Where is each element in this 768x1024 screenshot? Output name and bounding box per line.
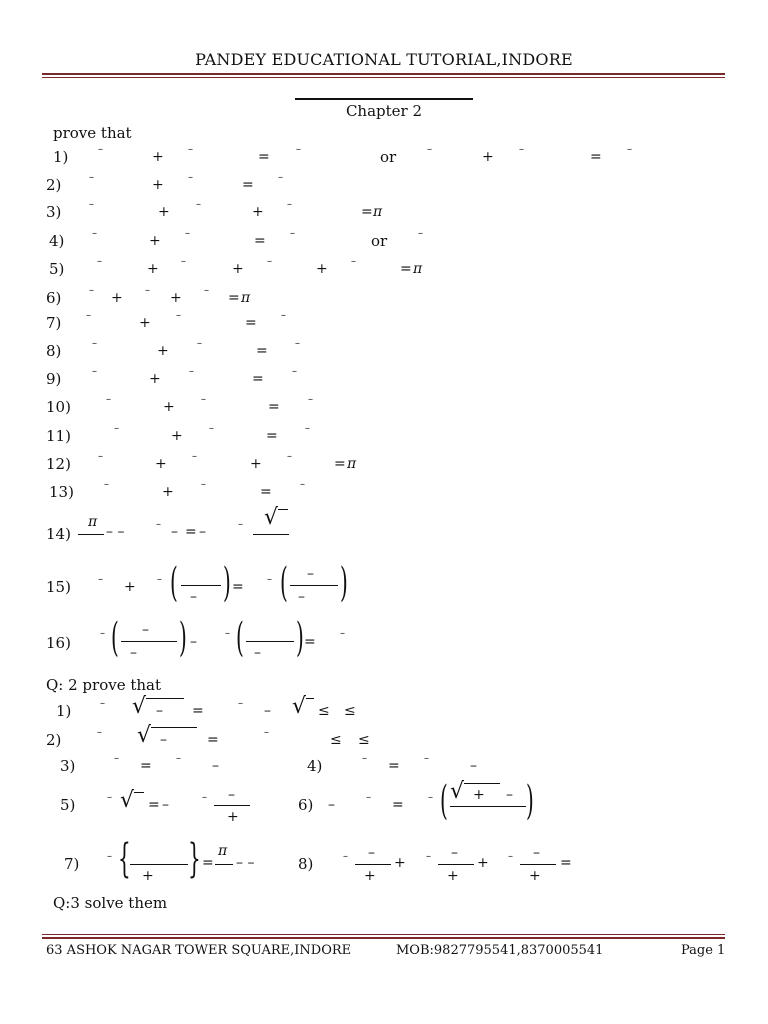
q1-item-14-sqrt-icon: √ [264,505,279,530]
q1-item-9-dash: – [189,366,194,377]
q1-item-5-op: + [147,261,159,277]
q2-item-7-fraction-bar [130,864,188,865]
q2-item-4-op: = [388,758,400,774]
q1-item-12-dash: – [98,451,103,462]
q2-item-8-op: + [447,868,459,884]
q2-heading: Q: 2 prove that [46,676,162,694]
q1-item-5-pi: π [413,261,423,277]
q1-item-5-op: + [232,261,244,277]
q2-item-8-op: + [529,868,541,884]
q1-item-15-number: 15) [46,578,71,596]
q2-item-7-op: + [142,868,154,884]
q1-item-9-dash: – [292,366,297,377]
q2-item-4-bar: – [470,758,477,774]
q1-item-11-dash: – [114,423,119,434]
q1-item-1-or: or [380,148,397,166]
q2-item-8-fraction-bar [438,864,474,865]
q1-item-16-number: 16) [46,634,71,652]
q2-item-1-op: ≤ [344,703,356,719]
q2-item-2-dash: – [97,727,102,738]
q1-item-14-bars: – – [106,524,125,540]
q2-item-5-fraction-bar [214,805,250,806]
q1-item-15-bar: – [307,566,314,582]
q1-item-1-op: = [258,149,270,165]
q2-item-6-dash: – [366,792,371,803]
q2-item-2-op: ≤ [358,732,370,748]
q1-item-7-op: + [139,315,151,331]
q1-item-1-number: 1) [53,148,69,166]
q1-item-5-number: 5) [49,260,65,278]
q1-item-15-dash: – [98,574,103,585]
q1-item-2-dash: – [89,172,94,183]
q1-item-8-op: = [256,343,268,359]
q2-item-1-sqrt-bar [146,698,184,699]
q2-item-1-bar: – [264,703,271,719]
q1-item-10-dash: – [201,394,206,405]
footer-page-number: Page 1 [681,943,726,958]
q1-item-15-right-paren-icon: ) [340,560,348,606]
q1-item-4-dash: – [290,228,295,239]
q2-item-7-fraction-bar [215,864,233,865]
q2-item-3-number: 3) [60,757,76,775]
q2-item-8-op: = [560,855,572,871]
q1-item-4-dash: – [92,228,97,239]
q2-item-1-dash: – [100,698,105,709]
q1-item-16-dash: – [340,628,345,639]
page-header-title: PANDEY EDUCATIONAL TUTORIAL,INDORE [195,50,573,69]
q2-item-2-number: 2) [46,731,62,749]
q1-item-3-dash: – [196,199,201,210]
q1-item-3-pi: π [373,204,383,220]
q1-item-16-op: = [304,634,316,650]
q2-item-8-number: 8) [298,855,314,873]
q2-item-3-dash: – [176,753,181,764]
q1-item-7-dash: – [281,310,286,321]
q2-item-8-bar: – [451,845,458,861]
footer-rule-thin [42,934,725,935]
q2-item-1-sqrt-icon: √ [132,694,147,719]
q1-item-14-sqrt-bar [278,509,288,510]
q1-item-8-dash: – [92,338,97,349]
q1-item-1-dash: – [627,144,632,155]
q1-item-14-fraction-bar [78,534,104,535]
q1-item-15-bar: – [190,589,197,605]
q1-item-4-or: or [371,232,388,250]
q1-item-9-op: + [149,371,161,387]
chapter-title: Chapter 2 [345,102,423,120]
q1-item-15-fraction-bar [181,585,221,586]
q2-item-8-fraction-bar [355,864,391,865]
q1-item-11-dash: – [305,423,310,434]
q2-item-1-sqrt-icon: √ [292,694,307,719]
q1-item-13-op: = [260,484,272,500]
q1-item-2-dash: – [188,172,193,183]
q1-item-11-op: = [266,428,278,444]
q1-item-6-pi: π [241,290,251,306]
q1-item-16-bar: – [130,645,137,661]
q1-item-3-dash: – [287,199,292,210]
q2-item-2-op: ≤ [330,732,342,748]
q1-item-15-right-paren-icon: ) [223,560,231,606]
q1-item-12-op: + [155,456,167,472]
header-rule-thin [42,77,725,78]
q2-item-8-op: + [364,868,376,884]
q1-item-10-op: + [163,399,175,415]
q1-item-4-number: 4) [49,232,65,250]
q2-item-2-dash: – [264,727,269,738]
q1-item-2-dash: – [278,172,283,183]
q1-item-11-number: 11) [46,427,71,445]
q2-item-2-op: = [207,732,219,748]
q1-item-12-dash: – [287,451,292,462]
q2-item-6-op: + [473,787,485,803]
q1-item-13-dash: – [300,479,305,490]
q2-item-5-bar: – [162,797,169,813]
q1-item-4-op: = [254,233,266,249]
q1-item-14-bar: – [199,524,206,540]
q1-item-10-number: 10) [46,398,71,416]
q1-item-9-number: 9) [46,370,62,388]
q1-item-7-dash: – [176,310,181,321]
q2-item-6-dash: – [428,792,433,803]
q1-item-6-dash: – [204,285,209,296]
q2-item-7-op: = [202,855,214,871]
q1-item-16-dash: – [100,628,105,639]
q1-item-16-bar: – [142,622,149,638]
q1-item-15-left-paren-icon: ( [170,560,178,606]
q1-item-14-dash: – [238,519,243,530]
q1-item-2-op: = [242,177,254,193]
q3-heading: Q:3 solve them [53,894,168,912]
q1-item-9-dash: – [92,366,97,377]
q1-item-14-fraction-bar [253,534,289,535]
q2-item-6-sqrt-bar [464,783,500,784]
q1-item-14-op: = [185,524,197,540]
q2-item-4-dash: – [362,753,367,764]
q1-item-8-dash: – [197,338,202,349]
q2-item-2-sqrt-bar [151,727,197,728]
q1-item-13-dash: – [104,479,109,490]
q2-item-1-number: 1) [56,702,72,720]
q1-item-5-dash: – [97,256,102,267]
q1-item-16-left-paren-icon: ( [236,615,244,661]
q1-item-6-dash: – [89,285,94,296]
q1-item-16-right-paren-icon: ) [179,615,187,661]
footer-address: 63 ASHOK NAGAR TOWER SQUARE,INDORE [46,943,352,958]
q1-item-6-op: + [170,290,182,306]
q1-item-5-dash: – [351,256,356,267]
q1-item-6-dash: – [145,285,150,296]
q2-item-6-right-paren-icon: ) [526,778,534,824]
q1-item-11-dash: – [209,423,214,434]
q1-item-15-fraction-bar [290,585,338,586]
q2-item-5-bar: – [228,787,235,803]
q2-item-2-sqrt-icon: √ [137,723,152,748]
footer-rule-thick [42,937,725,939]
q1-item-16-fraction-bar [121,641,177,642]
q2-item-4-number: 4) [307,757,323,775]
q1-item-16-bar: – [190,634,197,650]
q2-item-7-right-brace-icon: } [188,836,201,882]
q2-item-8-dash: – [508,851,513,862]
q1-item-7-number: 7) [46,314,62,332]
q1-item-3-op: = [361,204,373,220]
q1-item-15-dash: – [267,574,272,585]
q2-item-3-bar: – [212,758,219,774]
chapter-overline [295,98,473,100]
q1-item-8-op: + [157,343,169,359]
q2-item-6-fraction-bar [450,806,526,807]
q2-item-1-op: = [192,703,204,719]
q1-item-1-op: + [152,149,164,165]
q1-item-13-dash: – [201,479,206,490]
q1-item-16-fraction-bar [246,641,294,642]
q1-item-3-number: 3) [46,203,62,221]
q1-item-10-dash: – [106,394,111,405]
q2-item-1-sqrt-bar [306,698,314,699]
q2-item-2-bar: – [160,732,167,748]
q2-item-8-dash: – [426,851,431,862]
q1-item-16-left-paren-icon: ( [111,615,119,661]
q1-item-1-dash: – [188,144,193,155]
q1-item-15-op: + [124,579,136,595]
q1-item-7-dash: – [86,310,91,321]
q1-item-16-bar: – [254,645,261,661]
q2-item-8-op: + [477,855,489,871]
q2-item-8-bar: – [533,845,540,861]
q1-item-1-op: + [482,149,494,165]
q1-item-16-right-paren-icon: ) [296,615,304,661]
q1-item-14-number: 14) [46,525,71,543]
q1-item-10-op: = [268,399,280,415]
q2-item-5-op: + [227,809,239,825]
q1-item-12-number: 12) [46,455,71,473]
q1-item-14-pi: π [88,514,98,530]
q1-item-1-dash: – [427,144,432,155]
q1-item-3-dash: – [89,199,94,210]
q1-item-5-op: + [316,261,328,277]
q2-item-8-dash: – [343,851,348,862]
q1-item-12-op: + [250,456,262,472]
q2-item-5-dash: – [202,792,207,803]
q2-item-7-pi: π [218,843,228,859]
q2-item-7-bars: – – [236,855,255,871]
q2-item-6-bar: – [506,787,513,803]
q1-item-1-dash: – [98,144,103,155]
q1-item-6-number: 6) [46,289,62,307]
q1-item-4-dash: – [418,228,423,239]
q2-item-3-op: = [140,758,152,774]
q2-item-8-bar: – [368,845,375,861]
q2-item-5-number: 5) [60,796,76,814]
q1-item-15-bar: – [298,589,305,605]
q1-item-8-dash: – [295,338,300,349]
q1-item-10-dash: – [308,394,313,405]
q2-item-5-dash: – [107,792,112,803]
q1-item-5-dash: – [181,256,186,267]
q2-item-1-bar: – [156,703,163,719]
q1-item-2-op: + [152,177,164,193]
q1-heading: prove that [53,124,132,142]
q2-item-1-op: ≤ [318,703,330,719]
q1-item-5-op: = [400,261,412,277]
q1-item-9-op: = [252,371,264,387]
q2-item-6-left-paren-icon: ( [440,778,448,824]
q1-item-7-op: = [245,315,257,331]
q1-item-16-dash: – [225,628,230,639]
q1-item-14-dash: – [156,519,161,530]
q2-item-8-op: + [394,855,406,871]
q2-item-1-dash: – [238,698,243,709]
header-rule-thick [42,73,725,75]
footer-mobile: MOB:9827795541,8370005541 [396,943,604,958]
q1-item-15-op: = [232,579,244,595]
q2-item-5-sqrt-icon: √ [120,788,135,813]
q2-item-7-number: 7) [64,855,80,873]
q2-item-7-left-brace-icon: { [118,836,131,882]
q1-item-3-op: + [158,204,170,220]
q1-item-8-number: 8) [46,342,62,360]
q1-item-1-dash: – [519,144,524,155]
q1-item-12-pi: π [347,456,357,472]
q1-item-6-op: = [228,290,240,306]
q2-item-8-fraction-bar [520,864,556,865]
q1-item-15-left-paren-icon: ( [280,560,288,606]
q1-item-1-op: = [590,149,602,165]
q1-item-13-number: 13) [49,483,74,501]
q2-item-7-dash: – [107,851,112,862]
q2-item-6-bar: – [328,797,335,813]
q1-item-11-op: + [171,428,183,444]
q2-item-3-dash: – [114,753,119,764]
q1-item-13-op: + [162,484,174,500]
q1-item-12-dash: – [192,451,197,462]
q2-item-6-number: 6) [298,796,314,814]
q2-item-6-sqrt-icon: √ [450,779,465,804]
q1-item-4-op: + [149,233,161,249]
q1-item-3-op: + [252,204,264,220]
q2-item-6-op: = [392,797,404,813]
q2-item-5-op: = [148,797,160,813]
q2-item-5-sqrt-bar [134,792,144,793]
q1-item-6-op: + [111,290,123,306]
q1-item-12-op: = [334,456,346,472]
q1-item-1-dash: – [296,144,301,155]
q1-item-4-dash: – [185,228,190,239]
q1-item-15-dash: – [157,574,162,585]
q1-item-14-bar: – [171,524,178,540]
q2-item-4-dash: – [424,753,429,764]
q1-item-2-number: 2) [46,176,62,194]
q1-item-5-dash: – [267,256,272,267]
